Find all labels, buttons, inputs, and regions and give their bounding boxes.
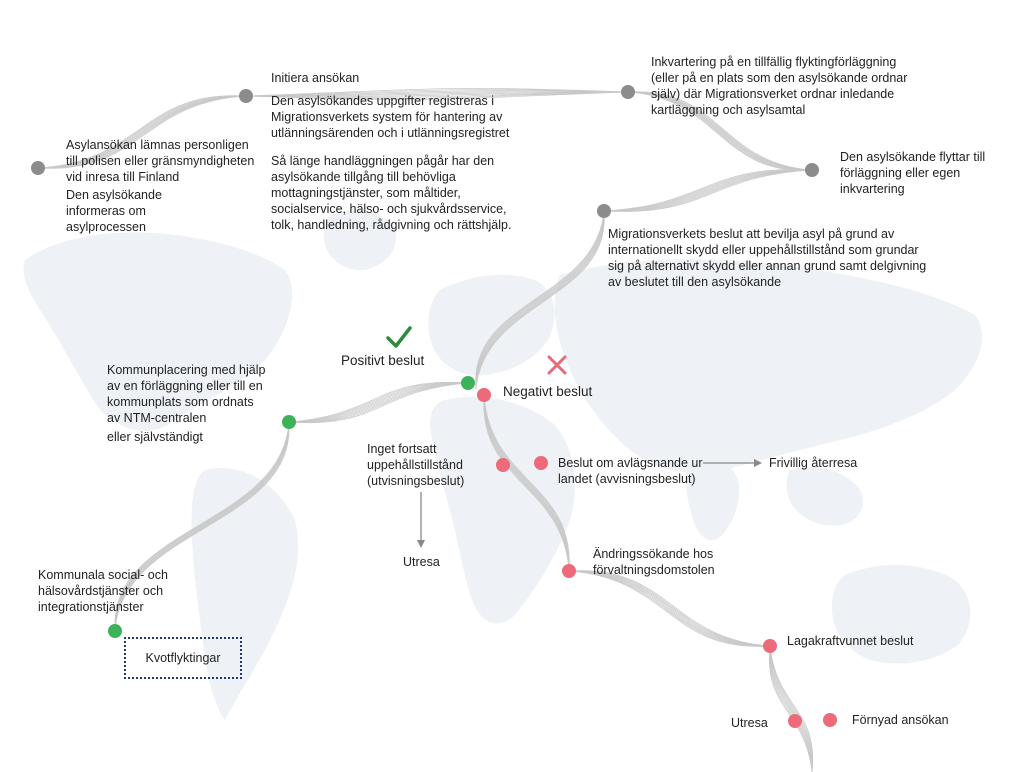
ribbon-move-decision — [604, 169, 812, 211]
arrow-to-departure — [417, 492, 425, 548]
label-housing: Inkvartering på en tillfällig flyktingförläggning (eller på en plats som den asylsökande ordnar själv) där Migrationsverket ordnar inledande kartläggning och asylsamtal — [651, 55, 908, 117]
label-removal: Beslut om avlägsnande ur landet (avvisningsbeslut) — [558, 456, 703, 486]
label-negative-decision: Negativt beslut — [503, 384, 593, 399]
node-negative — [477, 388, 491, 402]
ribbon-strand — [604, 170, 812, 211]
map-south-america — [192, 468, 299, 720]
map-southeast-asia — [786, 467, 863, 526]
label-reception-services: Så länge handläggningen pågår har den asylsökande tillgång till behövliga mottagningstjänster, som måltider, socialservice, hälso- och sjukvårdsservice, tolk, handledning, rådgivning och rättshjälp. — [271, 154, 512, 232]
ribbon-strand — [569, 571, 770, 646]
label-information: Den asylsökande informeras om asylprocessen — [66, 188, 162, 234]
quota-refugees-box — [124, 637, 242, 679]
label-registration: Den asylsökandes uppgifter registreras i Migrationsverkets system för hantering av utlänningsärenden och i utlänningsregistret — [271, 94, 510, 140]
node-no-permit — [496, 458, 510, 472]
label-no-permit: Inget fortsatt uppehållstillstånd (utvisningsbeslut) — [367, 442, 465, 488]
ribbon-appeal-final — [569, 571, 770, 647]
label-decision: Migrationsverkets beslut att bevilja asyl på grund av internationellt skydd eller uppehållstillstånd som grundar sig på alternativt skydd eller annan grund samt delgivning av beslutet till den asylsökande — [608, 227, 927, 289]
node-decision — [597, 204, 611, 218]
label-initiate-title: Initiera ansökan — [271, 71, 360, 85]
label-independent: eller självständigt — [107, 430, 203, 444]
node-positive — [461, 376, 475, 390]
node-placement — [282, 415, 296, 429]
node-housing — [621, 85, 635, 99]
node-move — [805, 163, 819, 177]
label-renewed-application: Förnyad ansökan — [852, 713, 949, 727]
node-renewed — [823, 713, 837, 727]
cross-icon — [549, 357, 565, 373]
label-departure-final: Utresa — [731, 716, 768, 730]
ribbon-final-bottom — [769, 646, 813, 772]
check-icon — [388, 328, 410, 346]
label-move: Den asylsökande flyttar till förläggning eller egen inkvartering — [840, 150, 986, 196]
label-placement: Kommunplacering med hjälp av en förläggning eller till en kommunplats som ordnats av NTM-centralen — [107, 363, 266, 425]
label-departure: Utresa — [403, 555, 440, 569]
ribbon-strand — [770, 646, 812, 772]
node-municipal — [108, 624, 122, 638]
node-final — [763, 639, 777, 653]
label-voluntary-return: Frivillig återresa — [769, 456, 858, 470]
label-positive-decision: Positivt beslut — [341, 353, 425, 368]
map-asia — [555, 259, 982, 473]
label-quota-refugees: Kvotflyktingar — [145, 651, 221, 665]
node-removal — [534, 456, 548, 470]
label-application: Asylansökan lämnas personligen till polisen eller gränsmyndigheten vid inresa till Finland — [66, 138, 255, 184]
label-appeal: Ändringssökande hos förvaltningsdomstolen — [593, 547, 715, 577]
label-municipal-services: Kommunala social- och hälsovårdstjänster och integrationstjänster — [38, 568, 168, 614]
node-application — [31, 161, 45, 175]
node-appeal — [562, 564, 576, 578]
label-final-decision: Lagakraftvunnet beslut — [787, 634, 914, 648]
node-initiate — [239, 89, 253, 103]
